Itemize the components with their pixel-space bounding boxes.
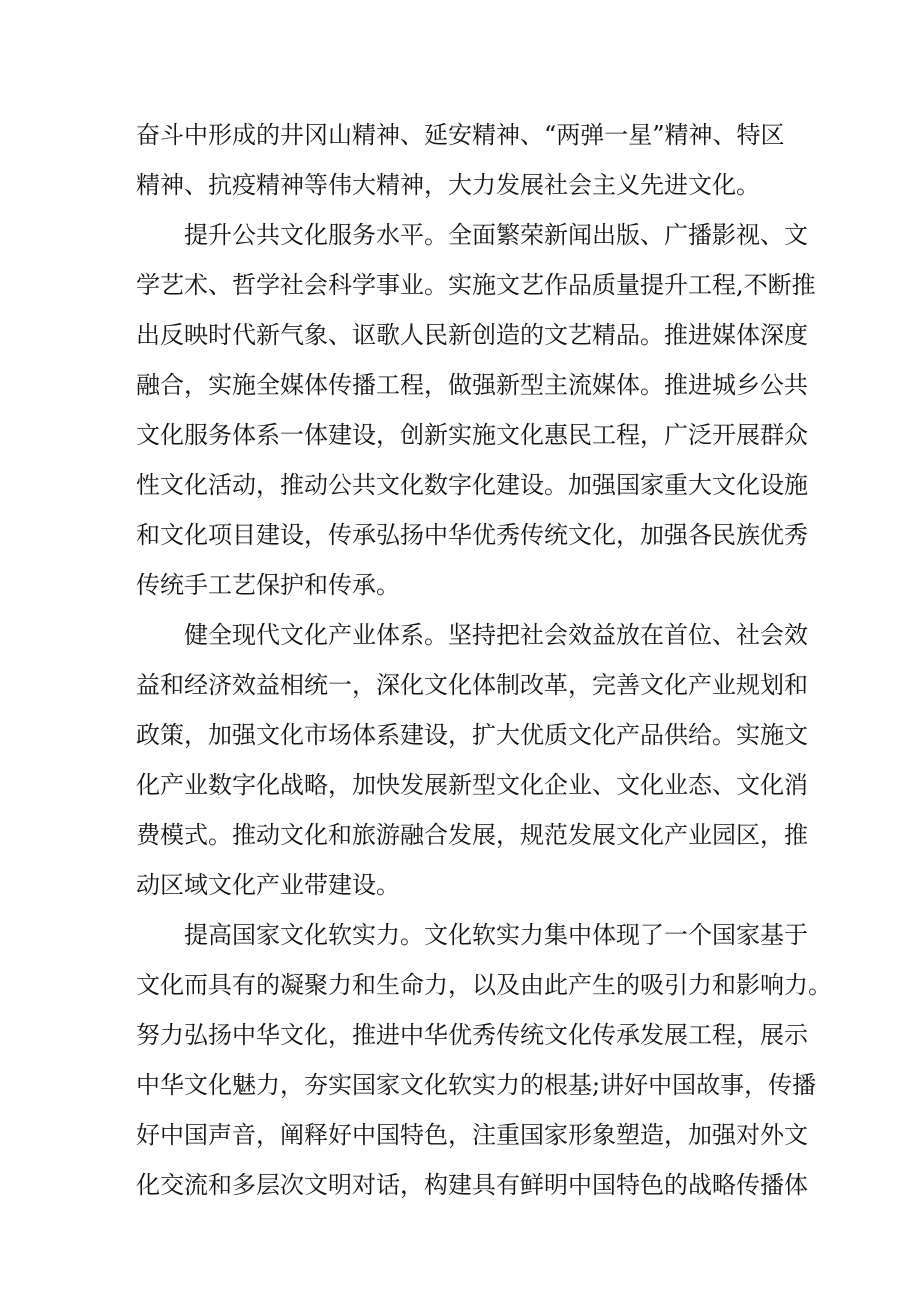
text-line: 好中国声音，阐释好中国特色，注重国家形象塑造，加强对外文 bbox=[136, 1121, 808, 1149]
text-line: 费模式。推动文化和旅游融合发展，规范发展文化产业园区，推 bbox=[136, 821, 808, 849]
text-line: 政策，加强文化市场体系建设，扩大优质文化产品供给。实施文 bbox=[136, 721, 808, 749]
text-line: 出反映时代新气象、讴歌人民新创造的文艺精品。推进媒体深度 bbox=[136, 321, 808, 349]
text-line: 化产业数字化战略，加快发展新型文化企业、文化业态、文化消 bbox=[136, 771, 808, 799]
text-line: 化交流和多层次文明对话，构建具有鲜明中国特色的战略传播体 bbox=[136, 1171, 808, 1199]
body-text bbox=[136, 110, 832, 1210]
text-line: 精神、抗疫精神等伟大精神，大力发展社会主义先进文化。 bbox=[136, 171, 760, 199]
text-line: 传统手工艺保护和传承。 bbox=[136, 571, 400, 599]
paragraph-first-line: 提升公共文化服务水平。全面繁荣新闻出版、广播影视、文 bbox=[184, 221, 808, 249]
text-line: 益和经济效益相统一，深化文化体制改革，完善文化产业规划和 bbox=[136, 671, 808, 699]
text-line: 融合，实施全媒体传播工程，做强新型主流媒体。推进城乡公共 bbox=[136, 371, 808, 399]
text-line: 文化而具有的凝聚力和生命力，以及由此产生的吸引力和影响力。 bbox=[136, 971, 832, 999]
text-line: 中华文化魅力，夯实国家文化软实力的根基;讲好中国故事，传播 bbox=[136, 1071, 817, 1099]
text-line: 学艺术、哲学社会科学事业。实施文艺作品质量提升工程,不断推 bbox=[136, 271, 816, 299]
text-line: 性文化活动，推动公共文化数字化建设。加强国家重大文化设施 bbox=[136, 471, 808, 499]
paragraph-first-line: 提高国家文化软实力。文化软实力集中体现了一个国家基于 bbox=[184, 921, 808, 949]
text-line: 动区域文化产业带建设。 bbox=[136, 871, 400, 899]
paragraph-first-line: 健全现代文化产业体系。坚持把社会效益放在首位、社会效 bbox=[184, 621, 808, 649]
text-line: 文化服务体系一体建设，创新实施文化惠民工程，广泛开展群众 bbox=[136, 421, 808, 449]
text-line: 努力弘扬中华文化，推进中华优秀传统文化传承发展工程，展示 bbox=[136, 1021, 808, 1049]
text-line: 和文化项目建设，传承弘扬中华优秀传统文化，加强各民族优秀 bbox=[136, 521, 808, 549]
text-line: 奋斗中形成的井冈山精神、延安精神、“两弹一星”精神、特区 bbox=[136, 121, 785, 149]
